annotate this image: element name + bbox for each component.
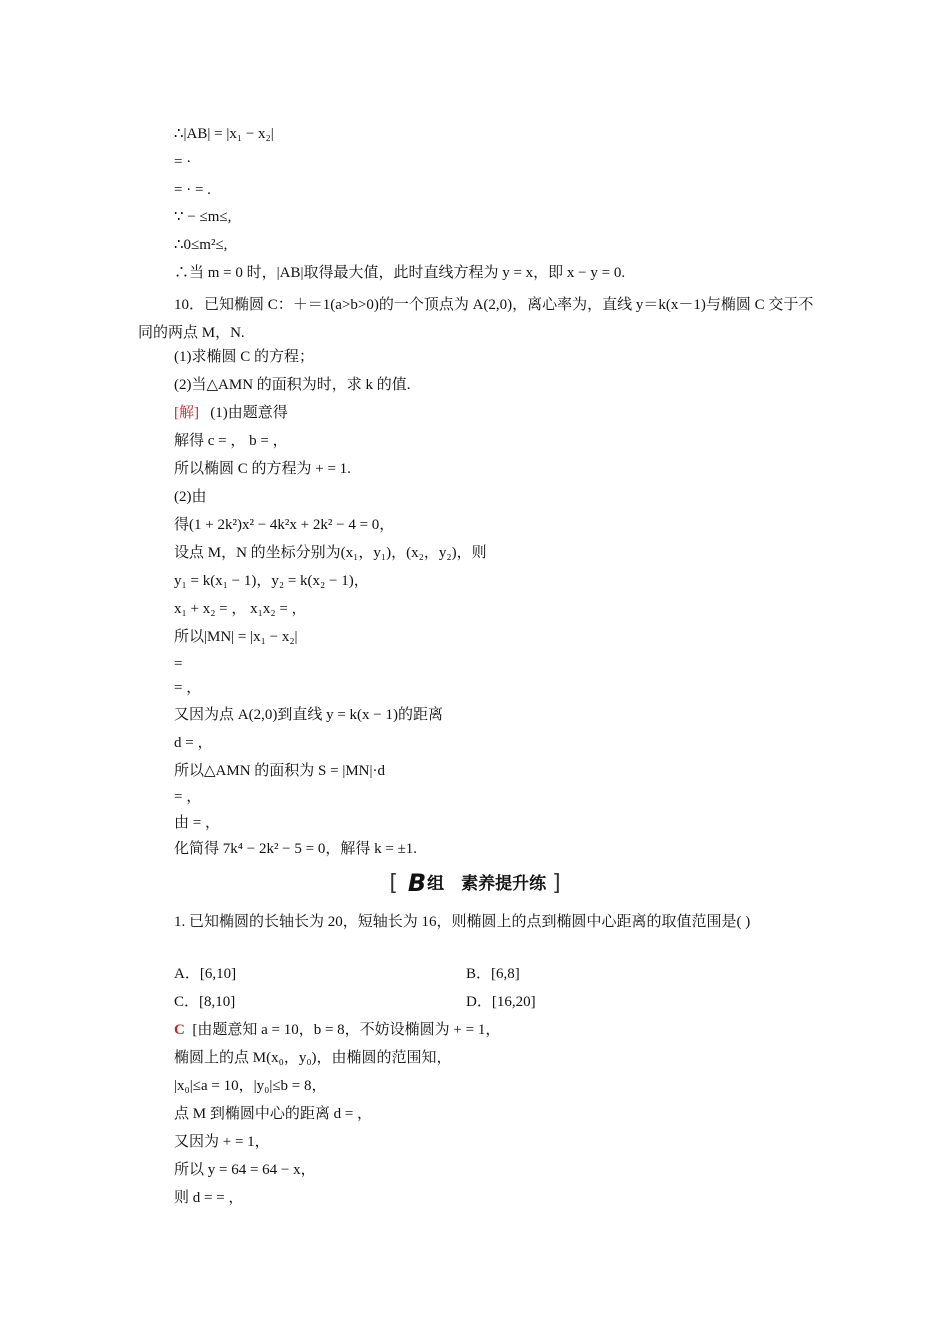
text-line: 得(1 + 2k²)x² − 4k²x + 2k² − 4 = 0， [174, 517, 395, 533]
answer-letter: C [174, 1022, 185, 1038]
heading-close-bracket: ] [552, 871, 561, 896]
text-line: = · [174, 154, 192, 170]
text-line: ∴|AB| = |x₁ − x₂| [174, 126, 274, 142]
section-heading [0, 870, 950, 896]
text-line: = ， [174, 680, 202, 696]
text-line: 所以△AMN 的面积为 S = |MN|·d [174, 763, 386, 779]
text-line: 所以 y = 64 = 64 − x， [174, 1162, 316, 1178]
option-b: B．[6,8] [466, 966, 520, 982]
text-line: 由 = ， [174, 815, 220, 831]
text-line: 又因为 + = 1， [174, 1134, 270, 1150]
text-line: y₁ = k(x₁ − 1)，y₂ = k(x₂ − 1)， [174, 573, 369, 589]
answer-text: [由题意知 a = 10，b = 8，不妨设椭圆为 + = 1， [192, 1022, 501, 1038]
text-line: d = ， [174, 735, 213, 751]
text-line: |x₀|≤a = 10，|y₀|≤b = 8， [174, 1078, 327, 1094]
text-line: = · = . [174, 182, 211, 198]
text-line: 所以椭圆 C 的方程为 + = 1. [174, 461, 351, 477]
text-line: ∵ − ≤m≤, [174, 209, 232, 225]
solution-text: (1)由题意得 [210, 405, 288, 421]
text-line: ∴当 m = 0 时，|AB|取得最大值，此时直线方程为 y = x，即 x − y = 0. [174, 265, 626, 281]
heading-open-bracket: [ [389, 871, 398, 896]
heading-title: 组 素养提升练 [427, 874, 547, 894]
group-letter-badge: B [407, 869, 426, 897]
option-d: D．[16,20] [466, 994, 536, 1010]
solution-tag: [解] [174, 405, 199, 421]
text-line: 设点 M，N 的坐标分别为(x₁，y₁)，(x₂，y₂)，则 [174, 545, 487, 561]
problem-1-statement: 1. 已知椭圆的长轴长为 20，短轴长为 16，则椭圆上的点到椭圆中心距离的取值范围是( ) [174, 914, 751, 930]
text-line: 点 M 到椭圆中心的距离 d = ， [174, 1106, 373, 1122]
text-line: 椭圆上的点 M(x₀，y₀)，由椭圆的范围知， [174, 1050, 452, 1066]
answer-line [174, 1020, 500, 1040]
text-line: 又因为点 A(2,0)到直线 y = k(x − 1)的距离 [174, 707, 443, 723]
text-line: = ， [174, 789, 202, 805]
text-line: 解得 c = ， b = ， [174, 433, 288, 449]
text-line: 化简得 7k⁴ − 2k² − 5 = 0，解得 k = ±1. [174, 841, 418, 857]
option-c: C．[8,10] [174, 994, 236, 1010]
text-line: = [174, 656, 183, 672]
text-line: ∴0≤m²≤, [174, 237, 228, 253]
problem-10-part-1: (1)求椭圆 C 的方程； [174, 349, 314, 365]
text-line: 所以|MN| = |x₁ − x₂| [174, 629, 298, 645]
text-line: x₁ + x₂ = ， x₁x₂ = ， [174, 601, 307, 617]
text-line: (2)由 [174, 489, 207, 505]
problem-10-part-2: (2)当△AMN 的面积为时，求 k 的值. [174, 377, 411, 393]
option-a: A．[6,10] [174, 966, 237, 982]
problem-10-statement: 10．已知椭圆 C：＋＝1(a>b>0)的一个顶点为 A(2,0)，离心率为，直线 y＝k(x－1)与椭圆 C 交于不同的两点 M，N. [138, 297, 814, 341]
solution-line [174, 403, 288, 423]
text-line: 则 d = = ， [174, 1190, 244, 1206]
